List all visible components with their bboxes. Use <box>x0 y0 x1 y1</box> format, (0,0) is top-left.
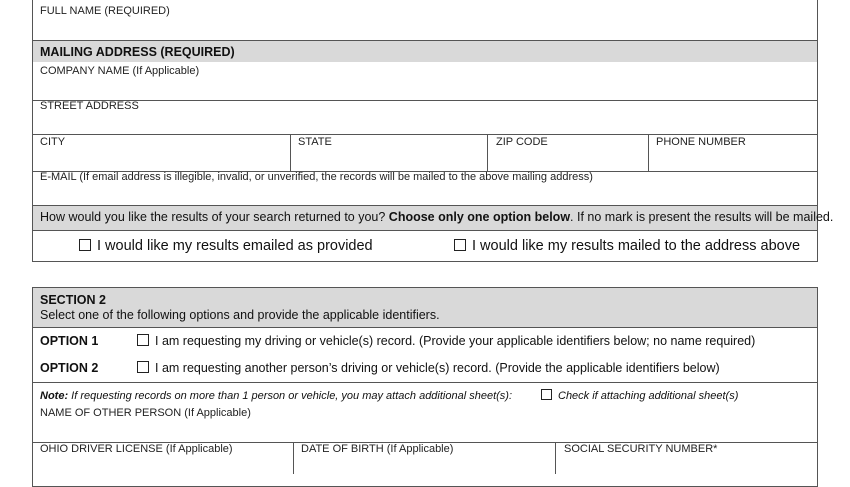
option2-label: OPTION 2 <box>40 361 99 375</box>
attach-note: Note: If requesting records on more than 1 person or vehicle, you may attach additional sheet(s): <box>40 390 513 402</box>
full-name-label: FULL NAME (REQUIRED) <box>40 5 170 17</box>
mailing-address-header: MAILING ADDRESS (REQUIRED) <box>40 45 235 59</box>
zip-code-label: ZIP CODE <box>496 136 548 148</box>
city-field[interactable] <box>33 135 290 171</box>
option1-checkbox[interactable] <box>137 334 149 346</box>
attach-sheets-option[interactable]: Check if attaching additional sheet(s) <box>541 389 738 402</box>
option2-choice[interactable]: I am requesting another person’s driving or vehicle(s) record. (Provide the applicable identifiers below) <box>137 361 720 375</box>
option1-choice[interactable]: I am requesting my driving or vehicle(s) record. (Provide your applicable identifiers below; no name required) <box>137 334 755 348</box>
mail-results-option[interactable]: I would like my results mailed to the address above <box>454 238 800 254</box>
street-address-label: STREET ADDRESS <box>40 100 139 112</box>
mail-results-checkbox[interactable] <box>454 239 466 251</box>
other-person-name-label: NAME OF OTHER PERSON (If Applicable) <box>40 407 251 419</box>
company-name-label: COMPANY NAME (If Applicable) <box>40 65 200 77</box>
option1-label: OPTION 1 <box>40 334 99 348</box>
email-label: E-MAIL (If email address is illegible, invalid, or unverified, the records will be mailed to the above mailing address) <box>40 171 593 183</box>
option2-checkbox[interactable] <box>137 361 149 373</box>
state-label: STATE <box>298 136 332 148</box>
ssn-label: SOCIAL SECURITY NUMBER* <box>564 443 718 455</box>
driver-license-label: OHIO DRIVER LICENSE (If Applicable) <box>40 443 233 455</box>
email-results-checkbox[interactable] <box>79 239 91 251</box>
city-label: CITY <box>40 136 66 148</box>
attach-sheets-checkbox[interactable] <box>541 389 552 400</box>
email-results-option[interactable]: I would like my results emailed as provided <box>79 238 373 254</box>
section2-title: SECTION 2 <box>40 293 106 307</box>
phone-number-label: PHONE NUMBER <box>656 136 746 148</box>
section2-instruction: Select one of the following options and provide the applicable identifiers. <box>40 308 440 322</box>
delivery-question: How would you like the results of your search returned to you? Choose only one option below. If no mark is present the results will be mailed. <box>40 210 834 224</box>
date-of-birth-label: DATE OF BIRTH (If Applicable) <box>301 443 454 455</box>
street-address-field[interactable] <box>33 101 817 134</box>
